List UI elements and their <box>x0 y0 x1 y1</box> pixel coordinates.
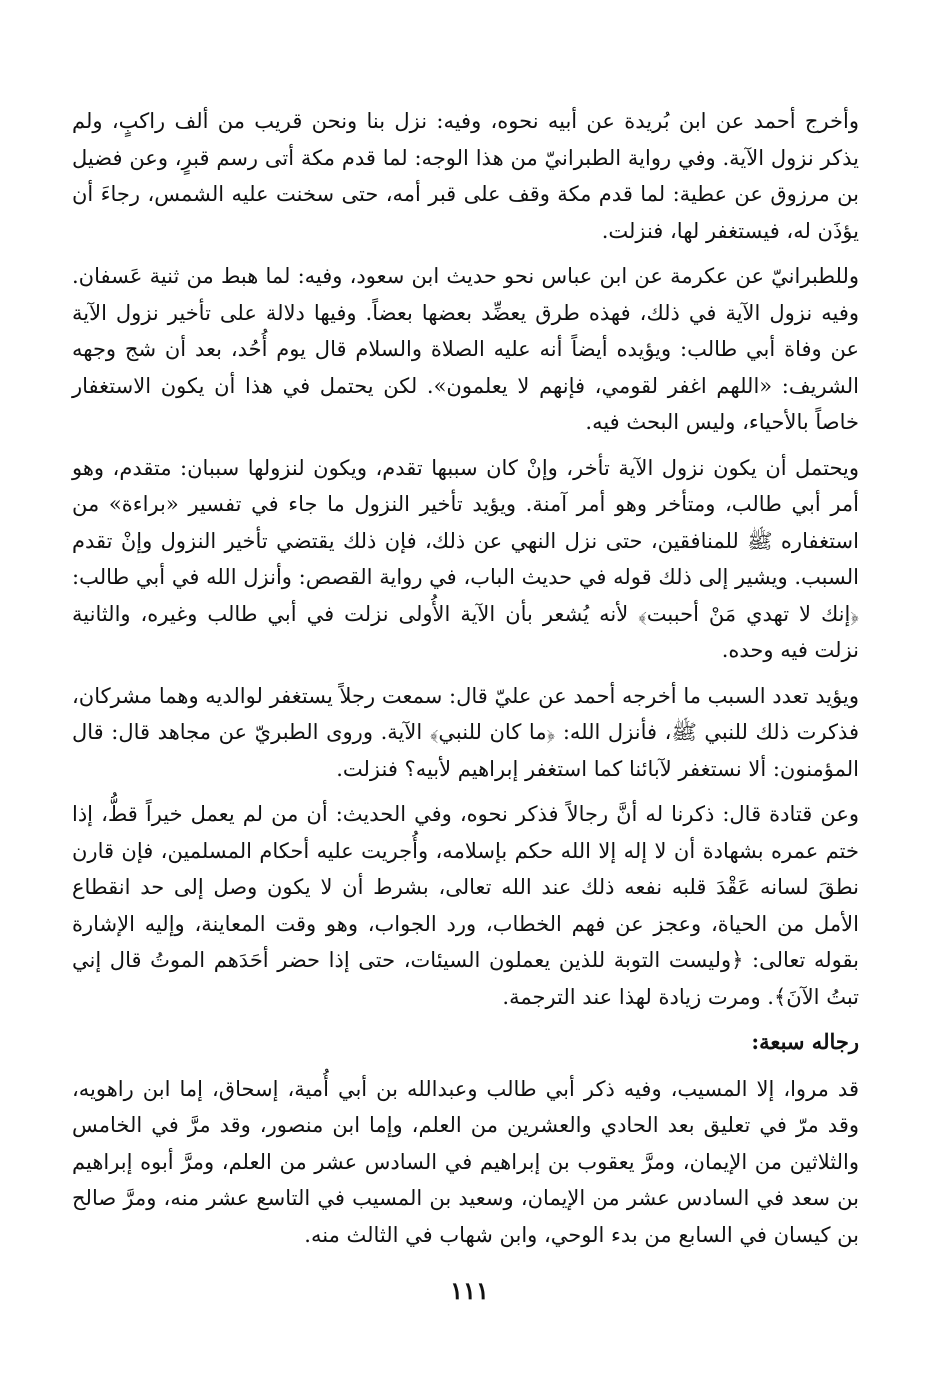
paragraph-two-causes: ويحتمل أن يكون نزول الآية تأخر، وإنْ كان سببها تقدم، ويكون لنزولها سببان: متقدم، وهو أمر أبي طالب، ومتأخر وهو أمر آمنة. ويؤيد تأخير النزول ما جاء في تفسير «براءة» من استغفاره ﷺ للمنافقين، حتى نزل النهي عن ذلك، فإن ذلك يقتضي تأخير النزول وإنْ تقدم السبب. ويشير إلى ذلك قوله في حديث الباب، في رواية القصص: وأنزل الله في أبي طالب: ﴿إنك لا تهدي مَنْ أحببت﴾ لأنه يُشعر بأن الآية الأُولى نزلت في أبي طالب وغيره، والثانية نزلت فيه وحده. <box>72 455 859 662</box>
paragraph-narrators: قد مروا، إلا المسيب، وفيه ذكر أبي طالب وعبدالله بن أبي أُمية، إسحاق، إما ابن راهويه، وقد مرّ في تعليق بعد الحادي والعشرين من العلم، وإما ابن منصور، وقد مرَّ في الخامس والثلاثين من الإيمان، ومرَّ يعقوب بن إبراهيم في السادس عشر من العلم، ومرَّ أبوه إبراهيم بن سعد في السادس عشر من الإيمان، وسعيد بن المسيب في التاسع عشر منه، ومرَّ صالح بن كيسان في السابع من بدء الوحي، وابن شهاب في الثالث منه. <box>72 1076 860 1247</box>
paragraph-ahmad-ali: ويؤيد تعدد السبب ما أخرجه أحمد عن عليّ قال: سمعت رجلاً يستغفر لوالديه وهما مشركان، فذكرت ذلك للنبي ﷺ، فأنزل الله: ﴿ما كان للنبي﴾ الآية. وروى الطبريّ عن مجاهد قال: قال المؤمنون: ألا نستغفر لآبائنا كما استغفر إبراهيم لأبيه؟ فنزلت. <box>72 683 859 781</box>
paragraph-tabarani-ikrima: وللطبرانيّ عن عكرمة عن ابن عباس نحو حديث ابن سعود، وفيه: لما هبط من ثنية عَسفان. وفيه نزول الآية في ذلك، فهذه طرق يعضِّد بعضها بعضاً. وفيها دلالة على تأخير نزول الآية عن وفاة أبي طالب: ويؤيده أيضاً أنه عليه الصلاة والسلام قال يوم أُحُد، بعد أن شج وجهه الشريف: «اللهم اغفر لقومي، فإنهم لا يعلمون». لكن يحتمل في هذا أن يكون الاستغفار خاصاً بالأحياء، وليس البحث فيه. <box>72 264 859 434</box>
paragraph-qatada: وعن قتادة قال: ذكرنا له أنَّ رجالاً فذكر نحوه، وفي الحديث: أن من لم يعمل خيراً قطُّ، إذا ختم عمره بشهادة أن لا إله إلا الله حكم بإسلامه، وأُجريت عليه أحكام المسلمين، فإن قارن نطقَ لسانه عَقْدَ قلبه نفعه ذلك عند الله تعالى، بشرط أن لا يكون وصل إلى حد انقطاع الأمل من الحياة، وعجز عن فهم الخطاب، ورد الجواب، وهو وقت المعاينة، وإليه الإشارة بقوله تعالى: ﴿وليست التوبة للذين يعملون السيئات، حتى إذا حضر أحَدَهم الموتُ قال إني تبتُ الآنَ﴾. ومرت زيادة لهذا عند الترجمة. <box>72 802 859 1009</box>
paragraph-ibn-buraida: وأخرج أحمد عن ابن بُريدة عن أبيه نحوه، وفيه: نزل بنا ونحن قريب من ألف راكبٍ، ولم يذكر نزول الآية. وفي رواية الطبرانيّ من هذا الوجه: لما قدم مكة أتى رسم قبرٍ، وعن فضيل بن مرزوق عن عطية: لما قدم مكة وقف على قبر أمه، حتى سخنت عليه الشمس، رجاءَ أن يؤذَن له، فيستغفر لها، فنزلت. <box>72 109 859 243</box>
page-number: ١١١ <box>450 1276 489 1305</box>
section-heading-narrators: رجاله سبعة: <box>751 1029 859 1054</box>
